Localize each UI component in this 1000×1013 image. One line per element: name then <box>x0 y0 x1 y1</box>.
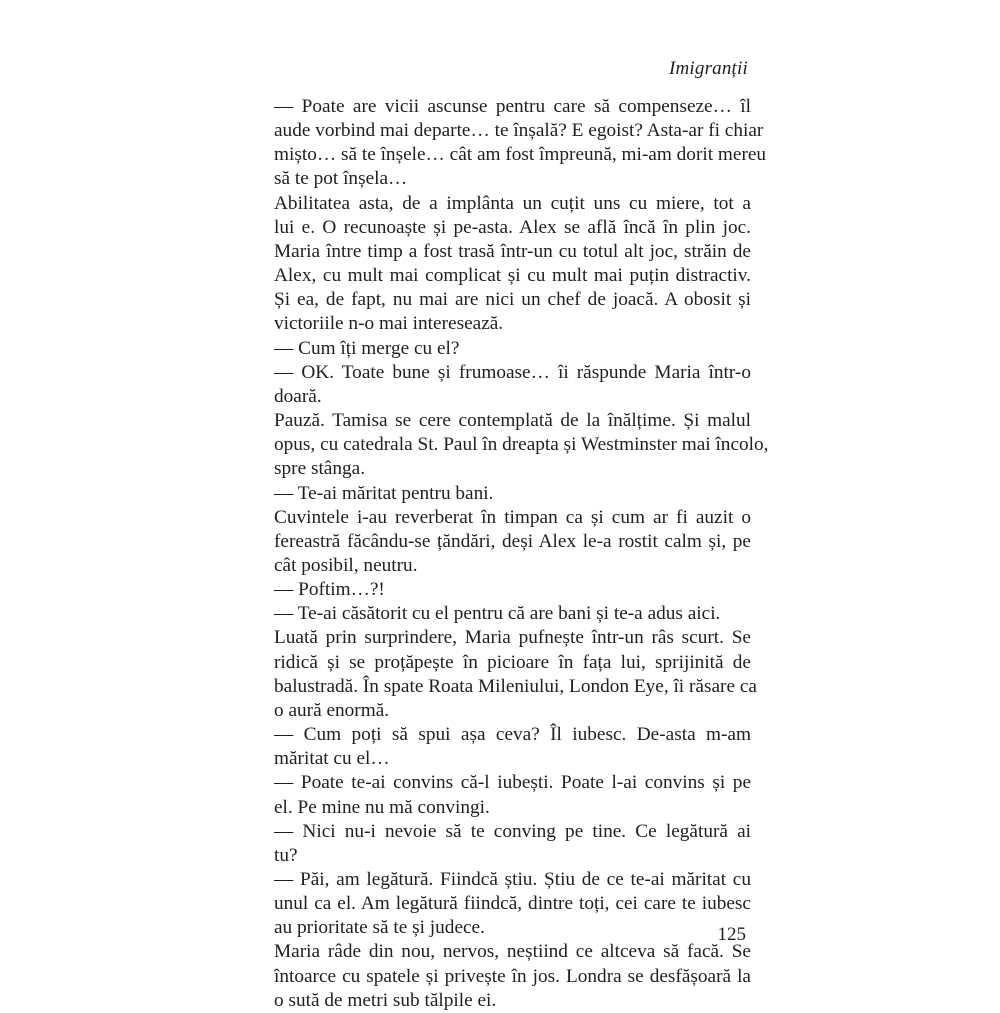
text-line: tu? <box>274 844 298 866</box>
text-line: măritat cu el… <box>274 748 390 770</box>
text-line: opus, cu catedrala St. Paul în dreapta și Westminster mai încolo, <box>274 434 769 456</box>
text-line: ridică și se proțăpește în picioare în fața lui, sprijinită de <box>274 651 751 673</box>
text-line: au prioritate să te și judece. <box>274 917 485 939</box>
text-line: cât posibil, neutru. <box>274 554 418 576</box>
text-line: aude vorbind mai departe… te înșală? E egoist? Asta-ar fi chiar <box>274 120 764 142</box>
paragraph <box>252 868 751 940</box>
text-line: — Cum poți să spui așa ceva? Îl iubesc. De-asta m-am <box>274 724 751 746</box>
text-line: Alex, cu mult mai complicat și cu mult mai puțin distractiv. <box>274 265 751 287</box>
text-line: — OK. Toate bune și frumoase… îi răspunde Maria într-o <box>274 361 751 383</box>
paragraph <box>252 723 751 771</box>
paragraph <box>252 602 751 626</box>
text-line: doară. <box>274 385 322 407</box>
text-line: — Păi, am legătură. Fiindcă știu. Știu de ce te-ai măritat cu <box>274 869 751 890</box>
paragraph <box>252 626 757 723</box>
text-line: o aură enormă. <box>274 699 390 721</box>
paragraph <box>252 771 751 819</box>
paragraph <box>252 482 751 506</box>
text-line: fereastră făcându-se țăndări, deși Alex le-a rostit calm și, pe <box>274 530 751 552</box>
text-line: balustradă. În spate Roata Mileniului, London Eye, îi răsare ca <box>274 675 757 697</box>
body-text <box>252 95 769 1013</box>
text-line: unul ca el. Am legătură fiindcă, dintre toți, cei care te iubesc <box>274 893 751 915</box>
text-line: — Poate te-ai convins că-l iubești. Poate l-ai convins și pe <box>274 772 751 794</box>
text-line: Abilitatea asta, de a implânta un cuțit uns cu miere, tot a <box>274 192 751 214</box>
paragraph <box>252 337 751 361</box>
paragraph <box>252 95 767 192</box>
text-line: Și ea, de fapt, nu mai are nici un chef de joacă. A obosit și <box>274 289 751 311</box>
text-line: lui e. O recunoaște și pe-asta. Alex se află încă în plin joc. <box>274 216 751 238</box>
paragraph <box>252 820 751 868</box>
text-line: o sută de metri sub tălpile ei. <box>274 989 497 1011</box>
text-line: — Cum îți merge cu el? <box>274 337 460 359</box>
text-line: mișto… să te înșele… cât am fost împreună, mi-am dorit mereu <box>274 144 767 166</box>
text-line: victoriile n-o mai interesează. <box>274 313 504 335</box>
text-line: — Te-ai căsătorit cu el pentru că are bani și te-a adus aici. <box>274 603 721 625</box>
text-line: el. Pe mine nu mă convingi. <box>274 796 490 818</box>
text-line: — Poate are vicii ascunse pentru care să compenseze… îl <box>274 96 751 117</box>
text-line: să te pot înșela… <box>274 168 408 190</box>
text-line: Cuvintele i-au reverberat în timpan ca și cum ar fi auzit o <box>274 506 751 528</box>
running-header: Imigranții <box>668 58 748 79</box>
paragraph <box>252 361 751 409</box>
text-line: Maria între timp a fost trasă într-un cu totul alt joc, străin de <box>274 240 751 262</box>
paragraph <box>252 192 751 337</box>
text-line: Maria râde din nou, nervos, neștiind ce altceva să facă. Se <box>274 941 751 963</box>
page-number: 125 <box>717 924 746 945</box>
paragraph <box>252 409 769 481</box>
text-line: — Te-ai măritat pentru bani. <box>274 482 494 504</box>
text-line: spre stânga. <box>274 458 366 480</box>
paragraph <box>252 578 751 602</box>
text-line: — Nici nu-i nevoie să te conving pe tine. Ce legătură ai <box>274 820 751 842</box>
text-line: — Poftim…?! <box>274 579 385 601</box>
text-line: Luată prin surprindere, Maria pufnește într-un râs scurt. Se <box>274 627 751 649</box>
paragraph <box>252 940 751 1012</box>
text-line: întoarce cu spatele și privește în jos. Londra se desfășoară la <box>274 965 751 987</box>
paragraph <box>252 506 751 578</box>
text-line: Pauză. Tamisa se cere contemplată de la înălțime. Și malul <box>274 410 751 432</box>
